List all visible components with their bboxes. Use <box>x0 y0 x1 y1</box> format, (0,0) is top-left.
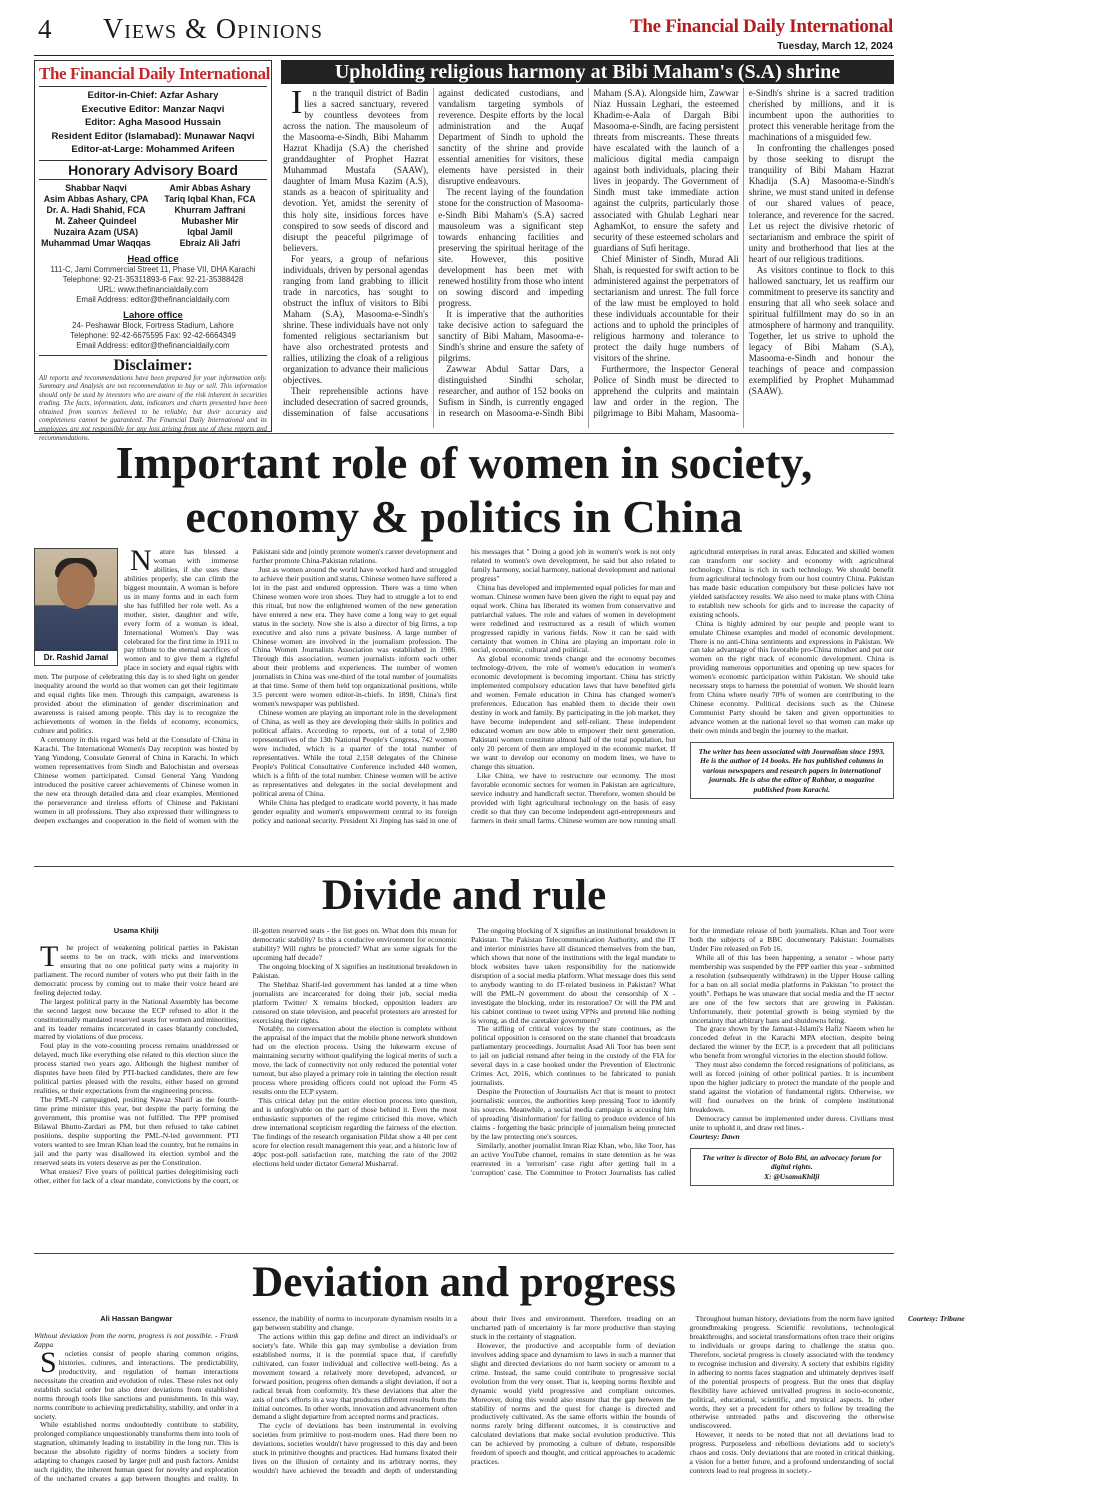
disclaimer-text: All reports and recommendations have been prepared for your information only. Summary and Analysis are not recommendation to buy or sell. This information should only be used by investors who are aware of the risk inherent in securities trading. The facts, information, data, indicators and charts presented have been obtained from sources believed to be reliable, but their accuracy and completeness cannot be guaranteed. The Financial Daily International and its employees are not responsible for any loss arising from use of these reports and recommendations. <box>39 374 267 442</box>
article-paragraph: A ceremony in this regard was held at the Consulate of China in Karachi. The International Women's Day reception was hosted by Yang Yundong, Consulate General of China in Karachi. In which women representatives from Sindh and Balochistan and overseas Chinese women participated. Consul General Yang Yundong introduced the positive career achievements of Chinese women in the new era through detailed data and clear examples. Mentioned the perseverance and tireless efforts of Chinese and Pakistani women in all professions. They also expressed their willingness to deepen exchanges and cooperation in the field of women with the Pakistani side and jointly promote women's career development and further promote China-Pakistan relations. <box>34 547 457 825</box>
board-member: Shabbar Naqvi <box>65 182 127 193</box>
article-paragraph: Despite the Protection of Journalists Act that is meant to protect journalistic sources, the authorities keep pressing Toor to identify his sources. Meanwhile, a social media campaign is accusing him of spreading 'disinformation' for failing to produce evidence of his claims - forgetting the basic principle of journalism being protected by the law protecting one's sources. <box>471 1087 676 1141</box>
article-paragraph: The project of weakening political parties in Pakistan seems to be on track, with tricks and interventions ensuring that no one political party wins a majority in parliament. The record number of voters who put their faith in the democratic process by coming out to make their voice heard are feeling dejected today. <box>34 939 239 997</box>
editorial-paragraph: In the tranquil district of Badin lies a sacred sanctuary, revered by countless devotees from across the nation. The mausoleum of the Masooma-e-Sindh, Bibi Mahamm Hazrat Khadija (S.A) the cherished granddaughter of Prophet Hazrat Muhammad Mustafa (SAAW), daughter of Imam Musa Kazim (A.S), stands as a beacon of spirituality and devotion. Yet, amidst the serenity of this holy site, insidious forces have conspired to sow seeds of discord and disrupt the peaceful pilgrimage of believers. <box>283 84 429 253</box>
editorial-headline: Upholding religious harmony at Bibi Maham's (S.A) shrine <box>281 60 894 84</box>
staff-line: Editor-in-Chief: Azfar Ashary <box>87 90 219 101</box>
section-divider <box>34 1253 894 1254</box>
staff-line: Editor: Agha Masood Hussain <box>84 117 222 128</box>
masthead <box>0 0 945 56</box>
editorial-paragraph: As visitors continue to flock to this hallowed sanctuary, let us reaffirm our commitment to preserve its sanctity and ensuring that all who seek solace and spiritual fulfillment may do so in an atmosphere of harmony and tranquility. Together, let us strive to uphold the legacy of Bibi Maham (S.A), Masooma-e-Sindh and honour the teachings of peace and compassion exemplified by Prophet Muhammad (SAAW). <box>748 264 894 397</box>
article-paragraph: The ongoing blocking of X signifies an institutional breakdown in Pakistan. The Pakistan Telecommunication Authority, and the IT and interior ministries have all distanced themselves from the ban, which shows that none of the institutions with the legal mandate to block websites have taken responsibility for the nationwide disruption of a social media platform. What message does this send to anybody wanting to do IT-related business in Pakistan? What will the PML-N government do about the censorship of X - investigate the blocking, order its restoration? Or will the PM and his cabinet continue to tweet using VPNs and pretend like nothing is wrong, as did the caretaker government? <box>471 926 676 1025</box>
board-member: Asim Abbas Ashary, CPA <box>43 193 149 204</box>
head-office-title: Head office <box>127 253 179 265</box>
article-paragraph: While China has pledged to eradicate world poverty, it has made gender equality and women's empowerment central to its foreign policy and national security. President Xi Jinping has said in one of his messages that " Doing a good job in women's work is not only related to women's own development, he said but also related to family harmony, social harmony, national development and national progress" <box>252 547 676 825</box>
board-member: M. Zaheer Quindeel <box>55 215 137 226</box>
deviation-article-byline: Ali Hassan Bangwar <box>100 1314 173 1323</box>
article-paragraph: The ongoing blocking of X signifies an institutional breakdown in Pakistan. <box>252 961 458 980</box>
newspaper-name: The Financial Daily International <box>630 16 893 37</box>
article-paragraph: China is highly admired by our people and people want to emulate Chinese examples and model of economic development. There is no anti-China sentiments and expressions in Pakistan. We can take advantage of this favorable pro-China mindset and put our women on the right track of economic development. China is providing numerous opportunities and opening up new spaces for women's economic participation within Pakistan. We should take necessary steps to harness the potential of women. We should learn from China where nearly 70% of women are contributing to the Chinese economy. Political decisions such as the Chinese Communist Party should be taken and given opportunities to advance women at the national level so that women can make up their own minds and begin the journey to the market. <box>689 618 894 736</box>
editorial-staff-list <box>39 89 267 157</box>
divide-article-courtesy-line <box>690 1133 895 1142</box>
article-paragraph: However, the productive and acceptable form of deviation involves adding space and dynamism to laws in such a manner that slight and directed deviations do not harm society or amount to a crime. Instead, the same could contribute to progressive social evolution from the very onset. That is, keeping norms flexible and dynamic would yield progressive and compliant outcomes. Moreover, doing this would also ensure that the gap between the stability of norms and the quest for change is directed and productively cultivated. As the same efforts within the bounds of norms rarely bring different outcomes, it is constructive and calculated deviations that make social evolution productive. This can be achieved by promoting a culture of debate, responsible freedom of speech and thought, and critical approaches to academic practices. <box>471 1340 676 1467</box>
article-paragraph: Throughout human history, deviations from the norm have ignited groundbreaking progress. Scientific revolutions, technological breakthroughs, and societal transformations often trace their origins to individuals or groups daring to challenge the status quo. Therefore, societal progress is closely associated with the tendency to recognise inclusion and diversity. A society that exhibits rigidity in adhering to norms faces stagnation and ultimately deprives itself of the potential prospects of progress. But the ones that display flexibility have achieved unrivalled progress in socio-economic, political, educational, scientific, and mystical aspects. In other words, they set a precedent for others to follow by treading the otherwise untreaded paths and discovering the otherwise undiscovered. <box>689 1314 894 1431</box>
section-divider <box>34 433 894 434</box>
office-line: URL: www.thefinancialdaily.com <box>97 284 209 294</box>
article-paragraph: The cycle of deviations has been instrumental in evolving societies from primitive to post-modern ones. Had there been no deviations, societies wouldn't have progressed to this day and been stuck in primitive thoughts and practices. Had humans fixated their lives on the illusion of certainty and its arbitrary norms, they wouldn't have achieved the breadth and depth of understanding about their lives and environment. Therefore, treading on an uncharted path of uncertainty is far more productive than staying stuck in the certainty of stagnation. <box>252 1314 676 1476</box>
editorial-paragraph: For years, a group of nefarious individuals, driven by personal agendas ranging from land grabbing to illicit trade in narcotics, has sought to obstruct the influx of visitors to Bibi Maham (S.A), Masooma-e-Sindh's shrine. These individuals have not only fomented religious sectarianism but have also orchestrated protests and rallies, utilizing the cloak of a religious organization to advance their malicious objectives. <box>283 253 429 386</box>
editorial-paragraph: Chief Minister of Sindh, Murad Ali Shah, is requested for swift action to be administered against the perpetrators of sectarianism and unrest. The full force of the law must be employed to hold these individuals accountable for their actions and to uphold the principles of religious harmony and tolerance to protect the daily huge numbers of visitors of the shrine. <box>593 253 739 364</box>
editorial-paragraph: Zawwar Abdul Sattar Dars, a distinguished Sindhi scholar, researcher, and author of 152 books on Sufism in Sindh, is currently engaged in research on Masooma-e-Sindh Bibi Maham (S.A). Alongside him, Zawwar Niaz Hussain Leghari, the esteemed Khadim-e-Aala of Dargah Bibi Masooma-e-Sindh, are facing persistent threats from miscreants. These threats have escalated with the launch of a malicious digital media campaign against both individuals, placing their lives in jeopardy. The Government of Sindh must take immediate action against the culprits, particularly those associated with Ghulab Leghari near AghamKot, to ensure the safety and security of these esteemed scholars and guardians of Sufi heritage. <box>438 88 739 419</box>
deviation-article-headline: Deviation and progress <box>252 1259 676 1306</box>
staff-box <box>34 60 272 442</box>
section-title: Views & Opinions <box>103 14 323 45</box>
author-photo-face <box>57 563 95 609</box>
editorial-paragraph: In confronting the challenges posed by those seeking to disrupt the tranquility of Bibi Maham Hazrat Khadija (S.A) Masooma-e-Sindh's shrine, we must stand united in defense of our shared values of peace, tolerance, and reverence for the sacred. Let us reject the divisive rhetoric of sectarianism and embrace the spirit of unity and brotherhood that lies at the heart of our religious traditions. <box>748 143 894 264</box>
board-member: Iqbal Jamil <box>187 226 233 237</box>
article-paragraph: The grace shown by the Jamaat-i-Islami's Hafiz Naeem when he conceded defeat in the Karachi MPA election, despite being declared the winner by the ECP, is a precedent that all politicians who benefit from wrongful victories in the election should follow. <box>689 1024 894 1061</box>
divide-bio-line: The writer is director of Bolo Bhi, an advocacy forum for digital rights. <box>702 1152 882 1172</box>
article-paragraph: While established norms undoubtedly contribute to stability, prolonged compliance unquestionably transforms them into tools of stagnation, ultimately leading to instability in the long run. This is because the absolute rigidity of norms hinders a society from adapting to changes caused by larger pull and push factors. Amidst such rigidity, the inherent human quest for novelty and exploration of the uncharted creates a gap between thoughts and reality. In essence, the inability of norms to incorporate dynamism results in a gap between stability and change. <box>34 1314 457 1484</box>
editorial-paragraph: The recent laying of the foundation stone for the construction of Masooma-e-Sindh Bibi Maham's (S.A) sacred mausoleum was a significant step towards enhancing facilities and preserving the spiritual heritage of the site. However, this positive development has been met with renewed hostility from those who intent on sowing discord and impeding progress. <box>438 187 584 308</box>
article-paragraph: Like China, we have to restructure our economy. The most favorable economic sectors for women in Pakistan are agriculture, service industry and handicraft sector. Therefore, women should be provided with light agricultural technology on the basis of easy credit so that they can become independent agri-entrepreneurs and farmers in their small farms. Chinese women are now running small agricultural enterprises in rural areas. Educated and skilled women can transform our society and economy with agricultural technology. China is rich in such technology. We should benefit from agricultural technology from our host country China. Pakistan has made basic education compulsory but these policies have not yielded satisfactory results. We also need to make plans with China to establish new schools for girls and to increase the capacity of existing schools. <box>471 547 894 825</box>
divide-bio-handle: X: @UsamaKhilji <box>764 1171 820 1181</box>
board-member: Tariq Iqbal Khan, FCA <box>164 193 256 204</box>
article-paragraph: The largest political party in the National Assembly has become the second largest now because the ECP refused to allot it the constitutionally mandated reserved seats for women and minorities, and its leader remains incarcerated in cases blatantly concluded, marred by violations of due process. <box>34 996 239 1042</box>
article-paragraph: Nature has blessed a woman with immense abilities, if she uses these abilities properly, she can climb the biggest mountain. A woman is before us in many forms and in each form she has fulfilled her role well. As a mother, sister, daughter and wife, every form of a woman is ideal. International Women's Day was celebrated for the first time in 1911 to pay tribute to the eternal sacrifices of women and to give them a rightful place in society and equal rights with men. The purpose of celebrating this day is to shed light on gender inequality around the world so that women can get their legitimate and equal rights like men. Through this campaign, awareness is provided about the elimination of gender discrimination and awareness is raised among people. This day is to recognize the achievements of women in the fields of economy, economics, culture and politics. <box>34 544 239 736</box>
article-paragraph: What ensues? Five years of political parties delegitimising each other, either for lack of a clear mandate, convictions by the court, or ill-gotten reserved seats - the list goes on. What does this mean for democratic stability? Is this a conducive environment for economic stability? Will rights be protected? What are some signals for the upcoming half decade? <box>34 926 457 1185</box>
women-article-body <box>34 544 894 860</box>
article-paragraph: Similarly, another journalist Imran Riaz Khan, who, like Toor, has an active YouTube channel, remains in state detention as he was rearrested in a 'terrorism' case right after getting bail in a 'corruption' case. The Committee to Protect Journalists has called for the immediate release of both journalists. Khan and Toor were both the subjects of a BBC documentary Pakistan: Journalists Under Fire released on Feb 16. <box>471 926 894 1177</box>
article-paragraph: The stifling of critical voices by the state continues, as the political opposition is censored on the state channel that broadcasts parliamentary proceedings. Journalist Asad Ali Toor has been sent to jail on judicial remand after being in the custody of the FIA for several days in a case booked under the Prevention of Electronic Crimes Act, 2016, which continues to be fabricated to punish journalists. <box>471 1024 676 1088</box>
women-article-author-bio: The writer has been associated with Journalism since 1993. He is the author of 14 books. He has published columns in various newspapers and research papers in international journals. He is also the editor of Rahbar, a magazine published from Karachi. <box>690 742 895 799</box>
head-office-address <box>39 265 267 305</box>
issue-date: Tuesday, March 12, 2024 <box>777 41 893 52</box>
editorial-body <box>283 84 894 428</box>
staff-line: Resident Editor (Islamabad): Munawar Naqvi <box>51 130 255 142</box>
deviation-article-body <box>34 1314 965 1485</box>
lahore-office-address <box>39 321 267 351</box>
section-divider <box>34 866 894 867</box>
board-member: Dr. A. Hadi Shahid, FCA <box>46 204 146 215</box>
office-line: Email Address: editor@thefinancialdaily.com <box>76 340 230 350</box>
article-paragraph: However, it needs to be noted that not all deviations lead to progress. Purposeless and rebellious deviations add to society's chaos and costs. Only deviations that are rooted in critical thinking, a vision for a better future, and a profound understanding of social contexts lead to real progress in society.- <box>689 1430 894 1476</box>
article-paragraph: Foul play in the vote-counting process remains unaddressed or delayed, much like everything else related to this election since the process started two years ago. Although the highest number of disputes have been filed by PTI-backed candidates, there are few political parties pleased with the results, either based on ground realities, or their expectations from the engineering process. <box>34 1041 239 1096</box>
office-line: 111-C, Jami Commercial Street 11, Phase VII, DHA Karachi <box>50 264 256 274</box>
office-line: Telephone: 92-42-6675595 Fax: 92-42-6664349 <box>70 330 236 340</box>
board-member: Muhammad Umar Waqqas <box>41 237 151 248</box>
article-paragraph: Societies consist of people sharing common origins, histories, cultures, and interactions. The predictability, productivity, and regulation of human interactions necessitate the creation and evolution of rules. These rules not only establish social order but also deter deviations from established norms through tools like sanctions and punishments. In this way, norms contribute to achieving predictability, stability, and order in a society. <box>34 1345 239 1421</box>
editorial-paragraph: It is imperative that the authorities take decisive action to safeguard the sanctity of Bibi Maham, Masooma-e-Sindh's shrine and ensure the safety of pilgrims. <box>438 308 584 364</box>
advisory-board-title: Honorary Advisory Board <box>39 160 267 180</box>
article-paragraph: Chinese women are playing an important role in the development of China, as well as they are developing their skills in politics and political affairs. According to reports, out of a total of 2,980 representatives of the 13th National People's Congress, 742 women were included, which is a quarter of the total number of representatives. While the total 2,158 delegates of the Chinese People's Political Consultative Conference included 440 women, which is a fifth of the total number. Chinese women will be active as representatives and delegates in the social development and political arena of China. <box>252 708 457 798</box>
divide-article-body <box>34 927 894 1249</box>
article-paragraph: They must also condemn the forced resignations of politicians, as well as forced joining of other political parties. It is incumbent upon the higher judiciary to protect the mandate of the people and stand against the violation of fundamental rights. Otherwise, we will find ourselves on the brink of complete institutional breakdown. <box>689 1060 894 1115</box>
divide-article-byline: Usama Khilji <box>113 926 159 935</box>
article-paragraph: Just as women around the world have worked hard and struggled to achieve their position and status, Chinese women have suffered a lot in the past and endured oppression. There was a time when Chinese women wore iron shoes. They had to struggle a lot to end this ritual, but now the enlightened women of the new generation have entered a new era. They have come a long way to get equal status in the society. Now she is also a director of big firms, a top executive and also runs a private business. A large number of Chinese women are involved in the journalism profession. The China Women Journalists Association was established in 1986. Through this association, women journalists inform each other about their problems and experiences. The number of women journalists in China was one-third of the total number of journalists at that time. Some of them held top organizational positions, while 3.5 percent were women editor-in-chiefs. In 1898, China's first women's newspaper was published. <box>252 564 457 709</box>
deviation-article-epigraph: Without deviation from the norm, progress is not possible. - Frank Zappa <box>34 1330 239 1349</box>
advisory-board-right <box>153 183 267 249</box>
divide-article-courtesy: Courtesy: Dawn <box>689 1131 740 1141</box>
article-paragraph: China has developed and implemented equal policies for man and woman. Chinese women have been given the right to equal pay and equal work. China has liberated its women from conservative and patriarchal values. The role and values of women in development were redefined and restructured as a result of which women progressed rapidly in various fields. Now it can be said with certainty that women in China are playing an important role in social, economic, cultural and political. <box>471 582 676 655</box>
author-photo <box>34 548 118 666</box>
deviation-article-courtesy: Courtesy: Tribune <box>908 1314 965 1323</box>
lahore-office-title: Lahore office <box>123 309 183 321</box>
editorial-paragraph: Their reprehensible actions have included desecration of sacred grounds, dissemination of false accusations against dedicated custodians, and vandalism targeting symbols of reverence. Despite efforts by the local administration and the Auqaf Department of Sindh to uphold the sanctity of the shrine and provide essential amenities for visitors, these elements have persisted in their disruptive endeavours. <box>283 88 584 419</box>
editorial-paragraph: Furthermore, the Inspector General Police of Sindh must be directed to apprehend the culprits and maintain law and order in the region. The pilgrimage to Bibi Maham, Masooma-e-Sindh's shrine is a sacred tradition cherished by millions, and it is incumbent upon the authorities to protect this venerable heritage from the machinations of a misguided few. <box>593 88 894 419</box>
article-paragraph: This critical delay put the entire election process into question, and is unforgivable on the part of those behind it. Even the most enthusiastic supporters of the regime criticised this move, which drew international scepticism regarding the fairness of the election. The findings of the research organisation Pildat show a 40 per cent score for election result management this year, and a historic low of 40pc post-poll satisfaction rate, matching the rate of the 2002 elections held under dictator General Musharraf. <box>252 1096 457 1168</box>
board-member: Ebraiz Ali Jafri <box>179 237 241 248</box>
office-line: Telephone: 92-21-35311893-6 Fax: 92-21-35388428 <box>62 274 244 284</box>
deviation-article-courtesy-line <box>908 1315 1113 1324</box>
divide-article-headline: Divide and rule <box>321 872 607 919</box>
staff-line: Editor-at-Large: Mohammed Arifeen <box>71 144 235 155</box>
article-paragraph: While all of this has been happening, a senator - whose party membership was suspended by the PPP earlier this year - submitted a resolution (subsequently withdrawn) in the Upper House calling for a ban on all social media platforms in Pakistan "to protect the youth". Perhaps he was unaware that social media and the IT sector are one of the few sectors that are growing in Pakistan. Unfortunately, their potential growth is being stymied by the uncertainty that arbitrary bans and shutdowns bring. <box>689 952 894 1025</box>
staff-paper-name: The Financial Daily International <box>39 64 267 87</box>
article-paragraph: The Shehbaz Sharif-led government has landed at a time when journalists are incarcerated for doing their job, social media platform Twitter/ X remains blocked, opposition leaders are censored on state television, and peaceful protesters are arrested for exercising their rights. <box>252 979 457 1025</box>
women-article-headline: Important role of women in society, economy & politics in China <box>115 437 813 542</box>
author-photo-caption: Dr. Rashid Jamal <box>35 651 117 665</box>
masthead-rule <box>34 55 894 56</box>
office-line: 24- Peshawar Block, Fortress Stadium, Lahore <box>72 320 234 330</box>
board-member: Nuzaira Azam (USA) <box>53 226 139 237</box>
disclaimer-title: Disclaimer: <box>39 355 267 375</box>
office-line: Email Address: editor@thefinancialdaily.com <box>76 294 230 304</box>
article-paragraph: Democracy cannot be implemented under duress. Civilians must unite to uphold it, and draw red lines.- <box>689 1114 894 1132</box>
divide-article-author-bio <box>690 1148 895 1186</box>
advisory-board <box>39 183 267 249</box>
board-member: Mubasher Mir <box>181 215 239 226</box>
advisory-board-left <box>39 183 153 249</box>
article-paragraph: The actions within this gap define and direct an individual's or society's fate. While this gap may symbolise a deviation from established norms, it is the potential space that, if carefully cultivated, can foster individual and collective well-being. As a movement toward a relatively more developed, advanced, or forward position, progress often demands a slight deviation, if not a radical break from conformity. It's these deviations that alter the axis of one's efforts in a way that produces different results from the initial outcomes. In other words, innovation and advancement often demand a slight departure from accepted norms and practices. <box>252 1331 457 1422</box>
article-paragraph: As global economic trends change and the economy becomes technology-driven, the role of women's education in women's economic development is becoming important. China has strictly implemented compulsory education laws that have benefited girls and women. Female education in China has changed women's preferences. Education has enabled them to decide their own destiny in work and family. By participating in the job market, they have become independent and self-reliant. These independent educated women are now able to empower their next generation. Pakistani women constitute almost half of the total population, but only 20 percent of them are employed in the economic market. If we want to develop our economy on modern lines, we have to change this situation. <box>471 654 676 771</box>
article-paragraph: The PML-N campaigned, positing Nawaz Sharif as the fourth-time prime minister this year, but despite the party forming the government, this promise was not fulfilled. The PPP promised Bilawal Bhutto-Zardari as PM, but then refused to take cabinet positions, despite supporting the PML-N-led government. PTI voters wanted to see Imran Khan lead the country, but he remains in jail and the party was disallowed its election symbol and the reserved seats its voters deserve as per the Constitution. <box>34 1095 239 1167</box>
article-paragraph: Notably, no conversation about the election is complete without the appraisal of the impact that the mobile phone network shutdown had on the election process. Using the lukewarm excuse of maintaining security without qualifying the logical merits of such a move, the lack of connectivity not only reduced the potential voter turnout, but also played a primary role in tainting the election result process where presiding officers could not upload the Form 45 results onto the ECP system. <box>252 1024 457 1097</box>
page-number: 4 <box>38 14 52 44</box>
board-member: Amir Abbas Ashary <box>169 182 251 193</box>
board-member: Khurram Jaffrani <box>174 204 246 215</box>
staff-line: Executive Editor: Manzar Naqvi <box>81 103 225 115</box>
